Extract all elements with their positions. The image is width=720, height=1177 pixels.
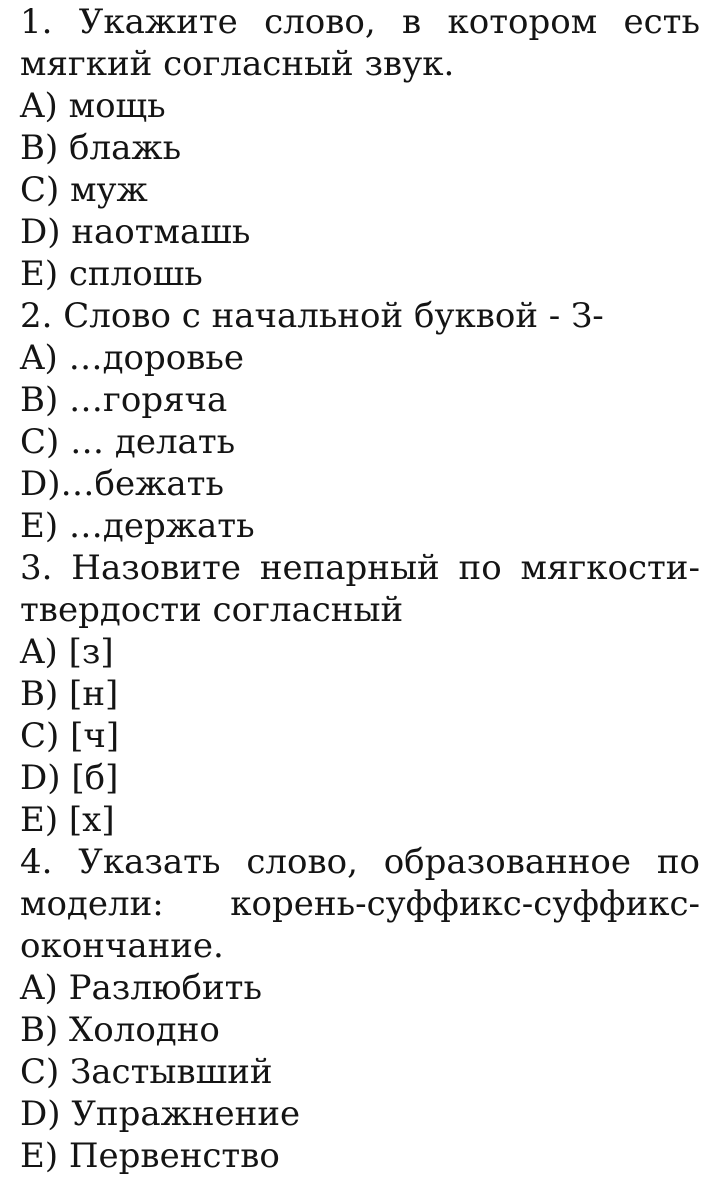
question-1-option-b: B) блажь bbox=[20, 128, 182, 168]
question-3-option-b: B) [н] bbox=[20, 674, 119, 714]
question-1-option-e: E) сплошь bbox=[20, 254, 203, 294]
question-2-option-e: E) …держать bbox=[20, 506, 255, 546]
word: непарный bbox=[259, 548, 440, 588]
word: 3. bbox=[20, 548, 53, 588]
question-3-line-2: твердости согласный bbox=[20, 590, 404, 630]
word: слово, bbox=[264, 2, 376, 42]
word: 4. bbox=[20, 842, 53, 882]
question-1-option-a: A) мощь bbox=[20, 86, 166, 126]
question-3-option-e: E) [х] bbox=[20, 800, 115, 840]
word: 1. bbox=[20, 2, 53, 42]
word: Назовите bbox=[71, 548, 241, 588]
question-2-option-c: C) … делать bbox=[20, 422, 236, 462]
question-2-line-1: 2. Слово с начальной буквой - З- bbox=[20, 296, 604, 336]
question-4-option-d: D) Упражнение bbox=[20, 1094, 301, 1134]
question-1-line-1 bbox=[20, 1, 700, 43]
word: мягкости- bbox=[520, 548, 700, 588]
question-3-option-d: D) [б] bbox=[20, 758, 119, 798]
word: по bbox=[656, 842, 700, 882]
question-2-option-d: D)…бежать bbox=[20, 464, 224, 504]
question-4-option-c: C) Застывший bbox=[20, 1052, 273, 1092]
word: есть bbox=[623, 2, 700, 42]
word: образованное bbox=[383, 842, 632, 882]
word: в bbox=[401, 2, 422, 42]
word: Указать bbox=[78, 842, 221, 882]
question-3-option-a: A) [з] bbox=[20, 632, 114, 672]
question-4-option-e: E) Первенство bbox=[20, 1136, 280, 1176]
question-1-option-c: C) муж bbox=[20, 170, 148, 210]
word: по bbox=[458, 548, 502, 588]
question-3-line-1 bbox=[20, 547, 700, 589]
question-4-line-1 bbox=[20, 841, 700, 883]
word: модели: bbox=[20, 884, 164, 924]
question-4-option-b: B) Холодно bbox=[20, 1010, 220, 1050]
question-1-line-2: мягкий согласный звук. bbox=[20, 44, 455, 84]
question-4-line-2 bbox=[20, 883, 700, 925]
word: слово, bbox=[246, 842, 358, 882]
question-4-line-3: окончание. bbox=[20, 926, 224, 966]
word: котором bbox=[447, 2, 598, 42]
question-2-option-a: A) …доровье bbox=[20, 338, 245, 378]
question-2-option-b: B) …горяча bbox=[20, 380, 228, 420]
word: Укажите bbox=[78, 2, 238, 42]
question-4-option-a: A) Разлюбить bbox=[20, 968, 262, 1008]
question-1-option-d: D) наотмашь bbox=[20, 212, 251, 252]
question-3-option-c: C) [ч] bbox=[20, 716, 120, 756]
word: корень-суффикс-суффикс- bbox=[230, 884, 700, 924]
